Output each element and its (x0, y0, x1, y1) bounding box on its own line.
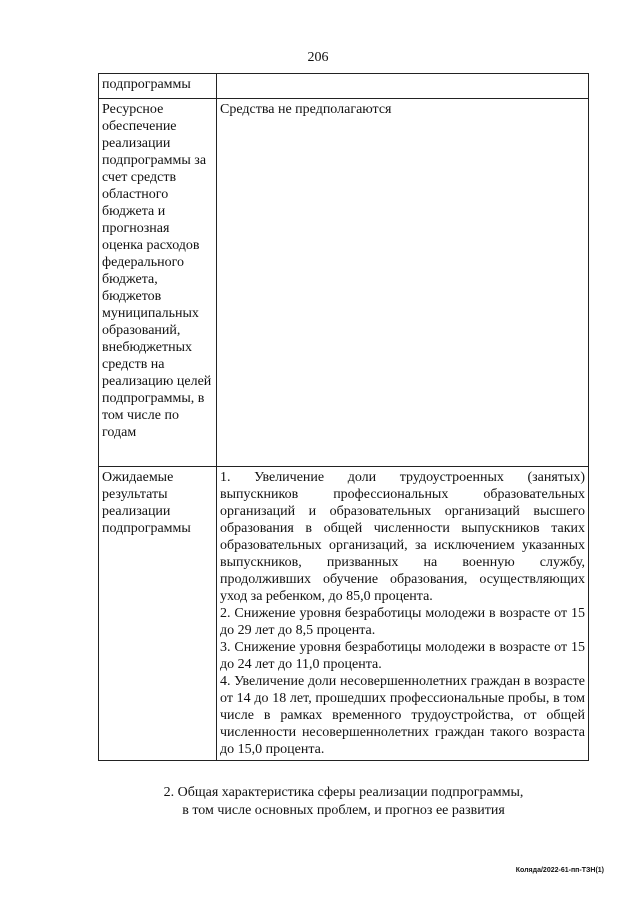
result-item: 3. Снижение уровня безработицы молодежи в возрасте от 15 до 24 лет до 11,0 процента. (220, 640, 585, 672)
section-title-line: в том числе основных проблем, и прогноз ее развития (182, 803, 505, 818)
row-value (217, 74, 589, 99)
row-label: подпрограммы (99, 74, 217, 99)
row-label: Ресурсное обеспечение реализации подпрограммы за счет средств областного бюджета и прогнозная оценка расходов федерального бюджета, бюджетов муниципальных образований, внебюджетных средств на реализацию целей подпрограммы, в том числе по годам (99, 99, 217, 467)
page-number: 206 (307, 50, 329, 65)
result-item: 1. Увеличение доли трудоустроенных (занятых) выпускников профессиональных образовательных организаций и образовательных организаций высшего образования в общей численности выпускников таких образовательных организаций, за исключением указанных выпускников, призванных на военную службу, продолживших обучение образования, осуществляющих уход за ребенком, до 85,0 процента. (220, 470, 585, 604)
expected-results-list (217, 467, 589, 761)
table-row (99, 99, 589, 467)
section-title (98, 784, 589, 820)
row-value: Средства не предполагаются (217, 99, 589, 467)
table-row (99, 74, 589, 99)
table-row (99, 467, 589, 761)
document-code: Коляда/2022-61-пп-ТЗН(1) (515, 867, 604, 874)
result-item: 4. Увеличение доли несовершеннолетних граждан в возрасте от 14 до 18 лет, прошедших профессиональные пробы, в том числе в рамках временного трудоустройства, от общей численности несовершеннолетних граждан такого возраста до 15,0 процента. (220, 674, 585, 757)
result-item: 2. Снижение уровня безработицы молодежи в возрасте от 15 до 29 лет до 8,5 процента. (220, 606, 585, 638)
row-label: Ожидаемые результаты реализации подпрограммы (99, 467, 217, 761)
passport-table (98, 73, 589, 761)
section-title-line: 2. Общая характеристика сферы реализации подпрограммы, (163, 785, 524, 800)
